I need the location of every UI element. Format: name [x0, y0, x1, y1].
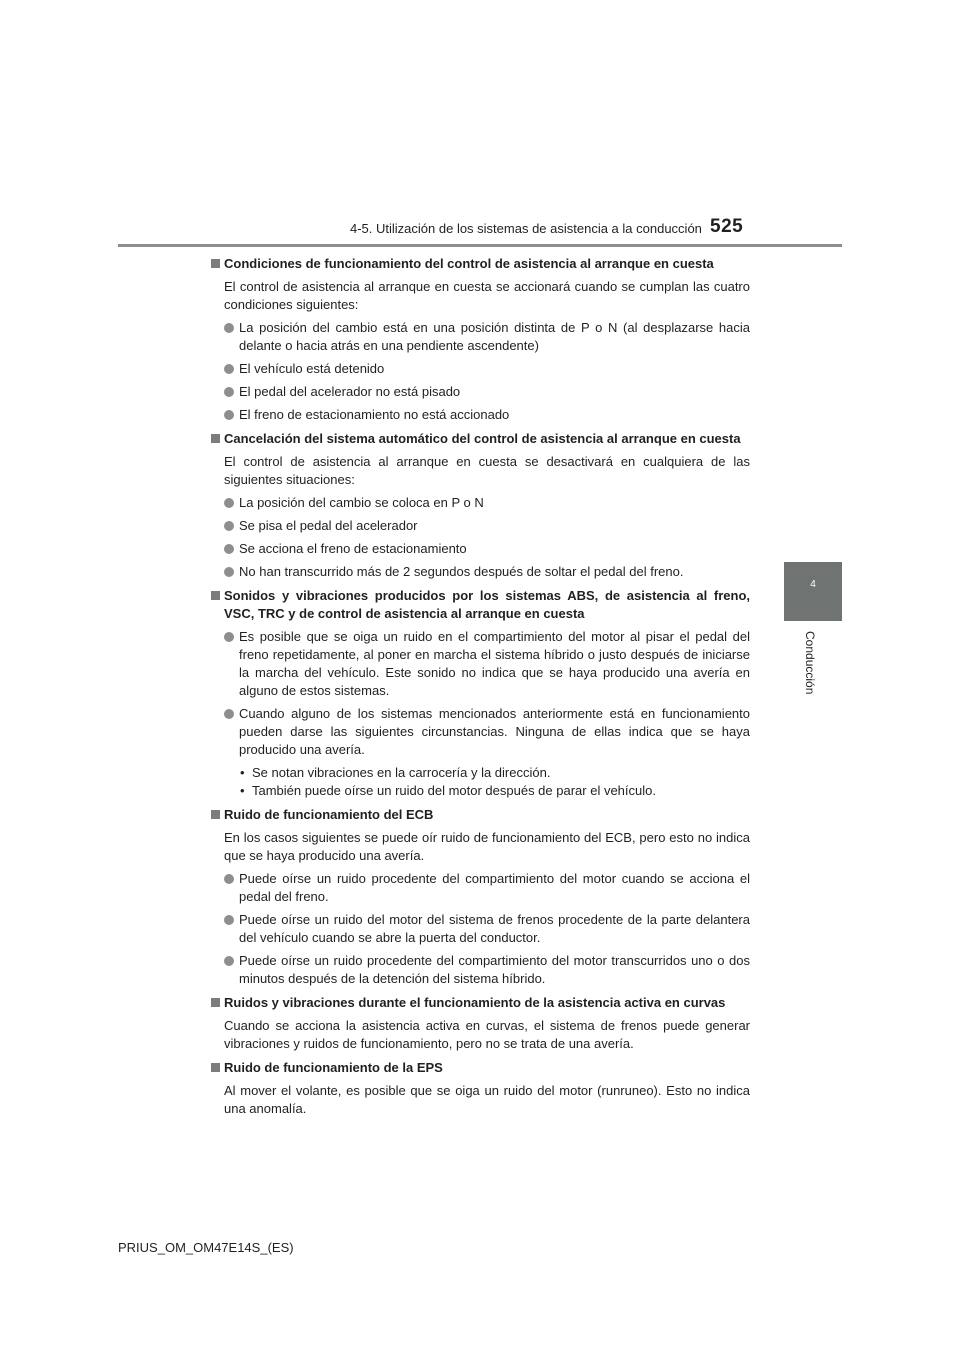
circle-bullet-icon [224, 544, 234, 554]
circle-bullet-icon [224, 632, 234, 642]
sub-list [210, 764, 750, 800]
section-heading: Sonidos y vibraciones producidos por los sistemas ABS, de asistencia al freno, VSC, TRC y de control de asistencia al arranque en cuesta [210, 587, 750, 623]
list-item: Puede oírse un ruido del motor del sistema de frenos procedente de la parte delantera del vehículo cuando se abre la puerta del conductor. [210, 911, 750, 947]
square-bullet-icon [211, 810, 220, 819]
sub-list-item: • También puede oírse un ruido del motor después de parar el vehículo. [240, 783, 656, 798]
list-item: Puede oírse un ruido procedente del compartimiento del motor transcurridos uno o dos minutos después de la detención del sistema híbrido. [210, 952, 750, 988]
circle-bullet-icon [224, 364, 234, 374]
list-item: Cuando alguno de los sistemas mencionados anteriormente está en funcionamiento pueden darse las siguientes circunstancias. Ninguna de ellas indica que se haya producido una avería. [210, 705, 750, 759]
chapter-number: 4 [810, 579, 816, 590]
header-title: 4-5. Utilización de los sistemas de asistencia a la conducción [350, 221, 702, 236]
section-heading: Ruido de funcionamiento de la EPS [210, 1059, 750, 1077]
circle-bullet-icon [224, 956, 234, 966]
circle-bullet-icon [224, 521, 234, 531]
list-item: La posición del cambio está en una posición distinta de P o N (al desplazarse hacia delante o hacia atrás en una pendiente ascendente) [210, 319, 750, 355]
list-item: El freno de estacionamiento no está accionado [210, 406, 750, 424]
circle-bullet-icon [224, 498, 234, 508]
square-bullet-icon [211, 259, 220, 268]
section-hill-start-conditions [210, 255, 750, 424]
list-item: Se acciona el freno de estacionamiento [210, 540, 750, 558]
list-item: El pedal del acelerador no está pisado [210, 383, 750, 401]
square-bullet-icon [211, 434, 220, 443]
circle-bullet-icon [224, 323, 234, 333]
list-item: Se pisa el pedal del acelerador [210, 517, 750, 535]
circle-bullet-icon [224, 567, 234, 577]
section-intro: Cuando se acciona la asistencia activa en curvas, el sistema de frenos puede generar vibraciones y ruidos de funcionamiento, pero no se trata de una avería. [224, 1018, 750, 1051]
section-heading: Cancelación del sistema automático del control de asistencia al arranque en cuesta [210, 430, 750, 448]
list-item: Puede oírse un ruido procedente del compartimiento del motor cuando se acciona el pedal del freno. [210, 870, 750, 906]
circle-bullet-icon [224, 915, 234, 925]
section-hill-start-cancellation [210, 430, 750, 581]
list-item: No han transcurrido más de 2 segundos después de soltar el pedal del freno. [210, 563, 750, 581]
circle-bullet-icon [224, 874, 234, 884]
section-heading: Ruido de funcionamiento del ECB [210, 806, 750, 824]
sub-bullet-marker: • [240, 783, 245, 798]
section-ecb-noise [210, 806, 750, 988]
footer-code: PRIUS_OM_OM47E14S_(ES) [118, 1240, 294, 1255]
square-bullet-icon [211, 591, 220, 600]
section-eps-noise [210, 1059, 750, 1118]
sub-list-item: • Se notan vibraciones en la carrocería y la dirección. [240, 765, 551, 780]
section-abs-sounds [210, 587, 750, 800]
page-number: 525 [710, 216, 744, 237]
section-active-cornering [210, 994, 750, 1053]
list-item: La posición del cambio se coloca en P o N [210, 494, 750, 512]
square-bullet-icon [211, 998, 220, 1007]
square-bullet-icon [211, 1063, 220, 1072]
circle-bullet-icon [224, 387, 234, 397]
section-heading: Ruidos y vibraciones durante el funcionamiento de la asistencia activa en curvas [210, 994, 750, 1012]
chapter-tab [784, 562, 842, 621]
page-content [210, 255, 750, 1124]
section-intro: El control de asistencia al arranque en cuesta se accionará cuando se cumplan las cuatro condiciones siguientes: [224, 279, 750, 312]
chapter-label: Conducción [803, 631, 817, 695]
header-divider [118, 244, 842, 247]
list-item: El vehículo está detenido [210, 360, 750, 378]
section-heading: Condiciones de funcionamiento del control de asistencia al arranque en cuesta [210, 255, 750, 273]
circle-bullet-icon [224, 410, 234, 420]
section-intro: Al mover el volante, es posible que se oiga un ruido del motor (runruneo). Esto no indica una anomalía. [224, 1083, 750, 1116]
circle-bullet-icon [224, 709, 234, 719]
section-intro: En los casos siguientes se puede oír ruido de funcionamiento del ECB, pero esto no indica que se haya producido una avería. [224, 830, 750, 863]
section-intro: El control de asistencia al arranque en cuesta se desactivará en cualquiera de las siguientes situaciones: [224, 454, 750, 487]
sub-bullet-marker: • [240, 765, 245, 780]
list-item: Es posible que se oiga un ruido en el compartimiento del motor al pisar el pedal del freno repetidamente, al poner en marcha el sistema híbrido o justo después de iniciarse la marcha del vehículo. Este sonido no indica que se haya producido una avería en alguno de estos sistemas. [210, 628, 750, 700]
